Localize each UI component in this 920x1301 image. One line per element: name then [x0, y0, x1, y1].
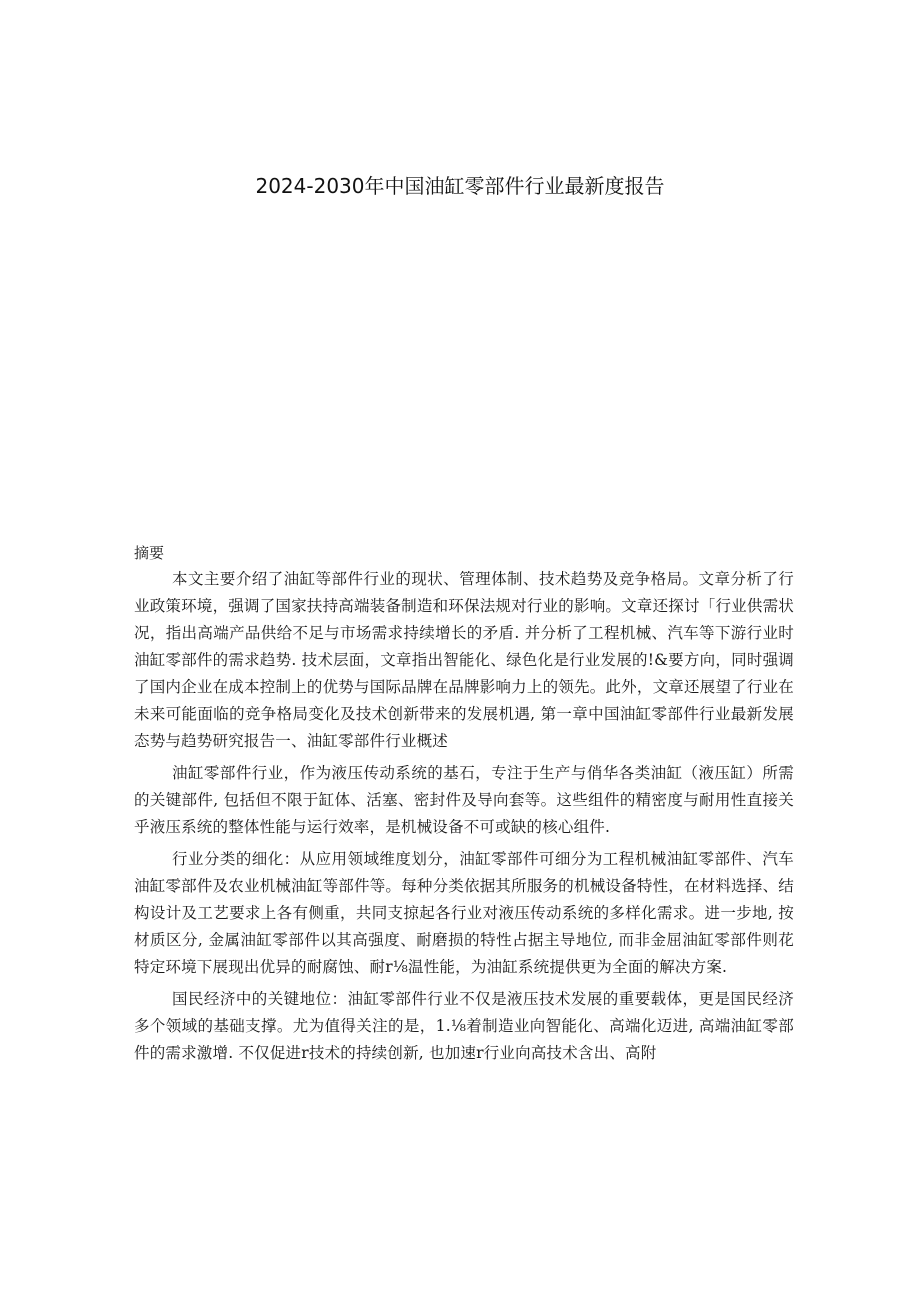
- industry-classification-paragraph: 行业分类的细化：从应用领域维度划分，油缸零部件可细分为工程机械油缸零部件、汽车油缸零部件及农业机械油缸等部件等。每种分类依据其所服务的机械设备特性，在材料选择、结构设计及工艺要求上各有侧重，共同支掠起各行业对液压传动系统的多样化需求。进一步地, 按材质区分, 金属油缸零部件以其高强度、耐磨损的特性占据主导地位, 而非金屈油缸零部件则花特定环境下展现出优异的耐腐蚀、耐r⅛温性能，为油缸系统提供更为全面的解决方案.: [134, 850, 794, 976]
- abstract-paragraph: 本文主要介绍了油缸等部件行业的现状、管理体制、技术趋势及竞争格局。文章分析了行业政策环境，强调了国家扶持高端装备制造和环保法规对行业的影响。文章还探讨「行业供需状况，指出高端产品供给不足与市场需求持续增长的矛盾. 并分析了工程机械、汽车等下游行业时油缸零部件的需求趋势. 技术层面，文章指出智能化、绿色化是行业发展的!&要方向，同时强调了国内企业在成本控制上的优势与国际品牌在品牌影响力上的领先。此外，文章还展望了行业在未来可能面临的竞争格局变化及技术创新带来的发展机遇, 第一章中国油缸零部件行业最新发展态势与趋势研究报告一、油缸零部件行业概述: [134, 570, 794, 750]
- document-title: 2024-2030年中国油缸零部件行业最新度报告: [255, 174, 665, 198]
- economic-position-paragraph: 国民经济中的关键地位：油缸零部件行业不仅是液压技术发展的重要载体，更是国民经济多个领域的基础支撑。尤为值得关注的是，1.⅛着制造业向智能化、高端化迈进, 高端油缸零部件的需求激增. 不仅促进r技术的持续创新, 也加速r行业向高技术含出、高附: [134, 990, 794, 1062]
- industry-overview-paragraph: 油缸零部件行业，作为液压传动系统的基石，专注于生产与俏华各类油缸（液压缸）所需的关键部件, 包括但不限于缸体、活塞、密封件及导向套等。这些组件的精密度与耐用性直接关乎液压系统的整体性能与运行效率，是机械设备不可或缺的核心组件.: [134, 764, 794, 836]
- document-body: [134, 540, 794, 1072]
- abstract-heading: 摘要: [134, 544, 165, 562]
